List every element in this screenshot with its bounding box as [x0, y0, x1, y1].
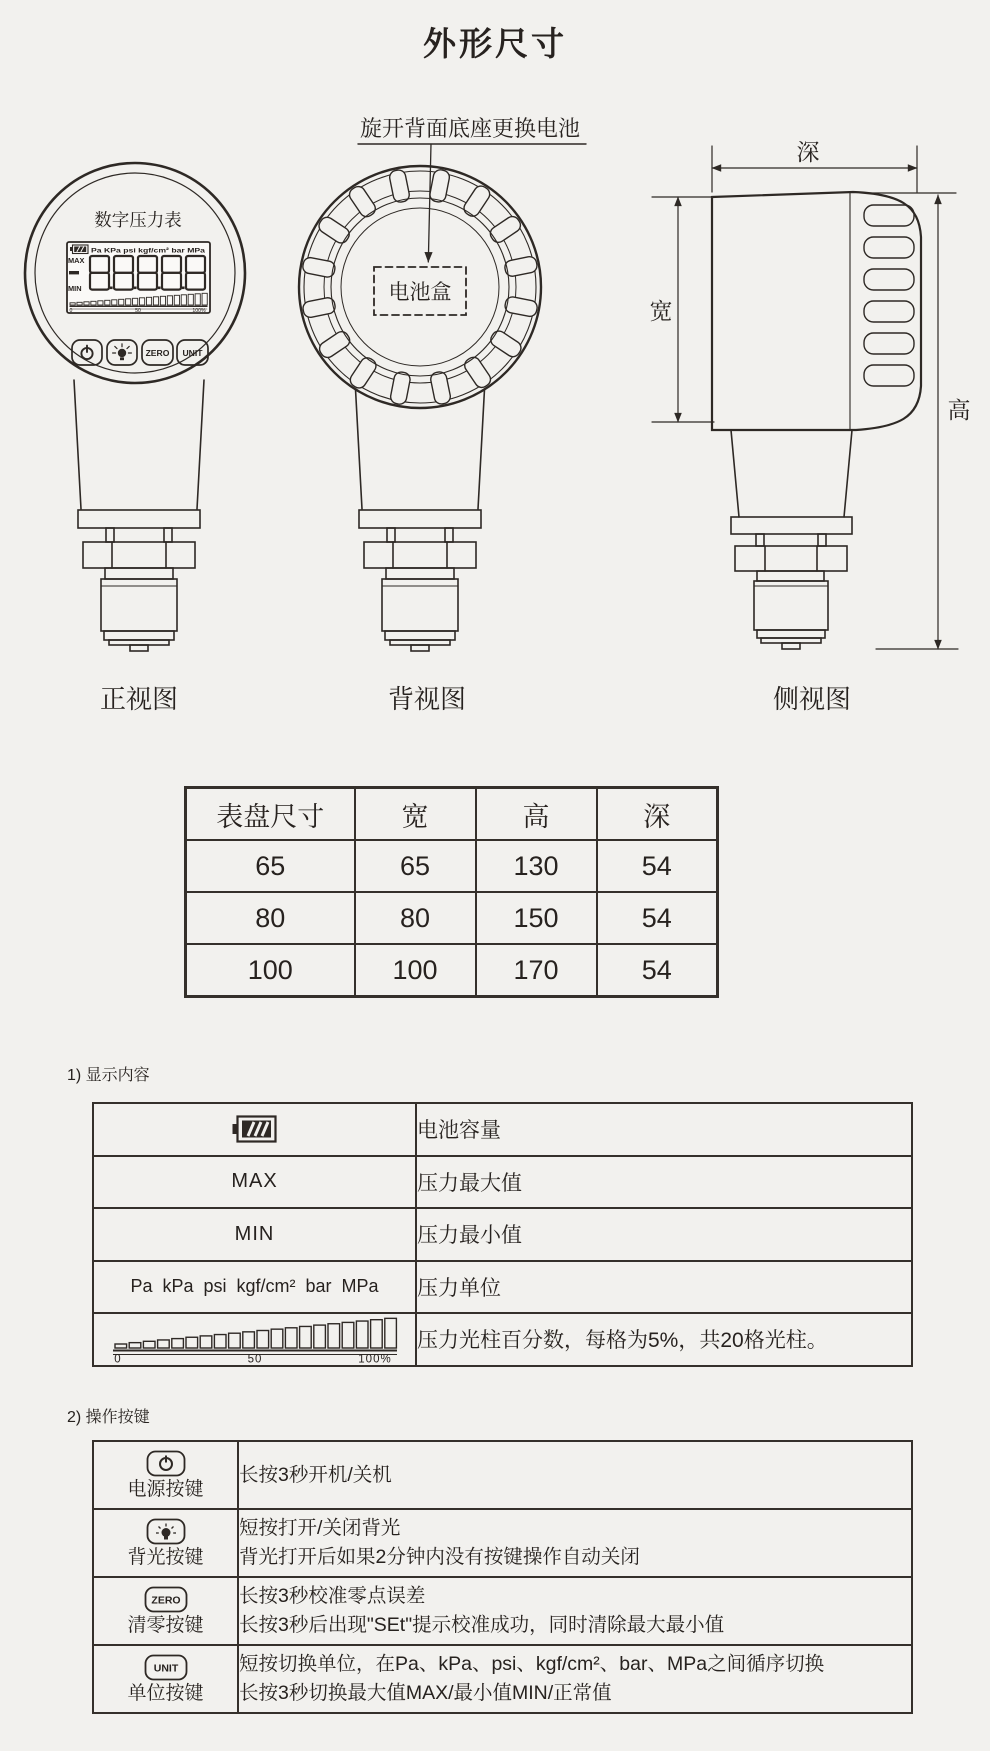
key-action-line: 背光打开后如果2分钟内没有按键操作自动关闭 [239, 1546, 640, 1568]
zero-key [144, 1586, 188, 1613]
power-key-icon [146, 1450, 186, 1477]
table-row [93, 1577, 912, 1645]
key-label: 电源按键 [127, 1478, 204, 1500]
lcd-units: Pa KPa psi kgf/cm² bar MPa [91, 247, 206, 255]
lcd-min-label: MIN [68, 284, 82, 293]
col-header: 高 [476, 788, 597, 841]
front-view [25, 163, 245, 383]
page-title: 外形尺寸 [423, 25, 567, 62]
key-action-line: 长按3秒开机/关机 [239, 1463, 392, 1486]
display-desc: 电池容量 [416, 1103, 912, 1156]
gauge-name: 数字压力表 [94, 210, 182, 230]
min-symbol: MIN [93, 1208, 416, 1261]
table-row: 65 65 130 54 [186, 840, 718, 892]
table-row [93, 1441, 912, 1509]
table-row [93, 1208, 912, 1261]
pressure-bar-graph-icon [109, 1315, 401, 1363]
key-action-line: 长按3秒校准零点误差 [239, 1585, 426, 1607]
back-view-label: 背视图 [387, 684, 467, 714]
col-header: 深 [597, 788, 718, 841]
table-row: 100 100 170 54 [186, 944, 718, 997]
key-label: 背光按键 [127, 1546, 204, 1568]
back-stem [355, 380, 485, 651]
dim-height-label: 高 [947, 397, 971, 423]
col-header: 表盘尺寸 [186, 788, 355, 841]
table-row [93, 1313, 912, 1366]
keys-table [92, 1440, 913, 1714]
bar-scale-50: 50 [247, 1353, 262, 1364]
display-desc: 压力光柱百分数，每格为5%，共20格光柱。 [416, 1313, 912, 1366]
bar-scale-0: 0 [113, 1353, 122, 1364]
lcd-scale-0: 0 [69, 307, 73, 314]
display-table [92, 1102, 913, 1367]
side-stem [731, 430, 852, 649]
key-action-line: 短按打开/关闭背光 [239, 1517, 401, 1539]
key-label: 清零按键 [127, 1614, 204, 1636]
dimension-table [184, 786, 719, 998]
table-row [93, 1261, 912, 1314]
table-row: 80 80 150 54 [186, 892, 718, 944]
table-row [93, 1103, 912, 1156]
max-symbol: MAX [93, 1156, 416, 1209]
lcd-minus-sign [69, 271, 79, 274]
side-view [650, 139, 971, 649]
side-view-label: 侧视图 [772, 684, 852, 714]
zero-key-text: ZERO [150, 1594, 181, 1606]
lcd-scale-100: 100% [192, 307, 206, 314]
col-header: 宽 [355, 788, 476, 841]
unit-key-text: UNIT [153, 1662, 178, 1674]
lcd-scale-50: 50 [135, 307, 141, 314]
table-row [93, 1156, 912, 1209]
bar-scale-100: 100% [357, 1353, 392, 1364]
backlight-key-icon [146, 1518, 186, 1545]
front-stem [74, 380, 204, 651]
zero-button-label: ZERO [145, 348, 170, 358]
dim-width-label: 宽 [649, 298, 673, 324]
key-label: 单位按键 [127, 1682, 204, 1704]
unit-key [144, 1654, 188, 1681]
lcd-max-label: MAX [68, 256, 85, 265]
dim-depth-label: 深 [796, 139, 820, 165]
display-section-heading: 1) 显示内容 [67, 1067, 150, 1084]
table-row [93, 1509, 912, 1577]
display-desc: 压力最大值 [416, 1156, 912, 1209]
battery-icon [232, 1114, 278, 1144]
outline-diagram [0, 95, 990, 725]
units-symbol: Pa kPa psi kgf/cm² bar MPa [93, 1261, 416, 1314]
table-header-row [186, 788, 718, 841]
side-body [712, 192, 921, 430]
display-desc: 压力单位 [416, 1261, 912, 1314]
front-view-label: 正视图 [99, 684, 179, 714]
unit-button-label: UNIT [182, 348, 203, 358]
key-action-line: 长按3秒后出现"SEt"提示校准成功，同时清除最大最小值 [239, 1614, 725, 1636]
key-action-line: 长按3秒切换最大值MAX/最小值MIN/正常值 [239, 1682, 612, 1704]
battery-annotation: 旋开背面底座更换电池 [360, 116, 581, 141]
table-row [93, 1645, 912, 1713]
keys-section-heading: 2) 操作按键 [67, 1409, 150, 1426]
battery-box-label: 电池盒 [388, 281, 452, 304]
key-action-line: 短按切换单位，在Pa、kPa、psi、kgf/cm²、bar、MPa之间循序切换 [239, 1653, 825, 1675]
display-desc: 压力最小值 [416, 1208, 912, 1261]
back-view [299, 166, 541, 408]
